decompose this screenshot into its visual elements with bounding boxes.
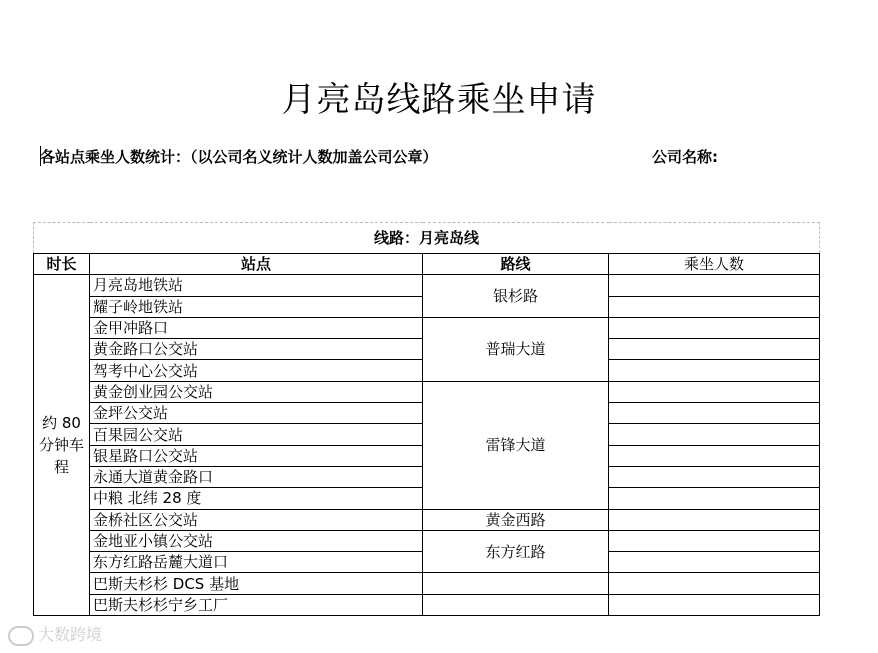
stop-cell: 驾考中心公交站 <box>90 360 423 381</box>
stop-cell: 中粮 北纬 28 度 <box>90 488 423 509</box>
riders-cell[interactable] <box>609 339 820 360</box>
table-row <box>34 573 820 594</box>
watermark-text: 大数跨境 <box>38 625 103 644</box>
table-row <box>34 317 820 338</box>
riders-cell[interactable] <box>609 530 820 551</box>
header-riders: 乘坐人数 <box>609 254 820 275</box>
stop-cell: 永通大道黄金路口 <box>90 466 423 487</box>
road-cell: 普瑞大道 <box>423 317 609 381</box>
stop-cell: 金甲冲路口 <box>90 317 423 338</box>
riders-cell[interactable] <box>609 488 820 509</box>
riders-cell[interactable] <box>609 424 820 445</box>
table-row <box>34 509 820 530</box>
stop-cell: 黄金路口公交站 <box>90 339 423 360</box>
route-title: 线路：月亮岛线 <box>34 223 820 254</box>
table-row <box>34 381 820 402</box>
stop-cell: 东方红路岳麓大道口 <box>90 552 423 573</box>
stop-cell: 耀子岭地铁站 <box>90 296 423 317</box>
watermark <box>8 622 102 646</box>
table-row <box>34 275 820 296</box>
riders-cell[interactable] <box>609 445 820 466</box>
riders-cell[interactable] <box>609 381 820 402</box>
stop-cell: 黄金创业园公交站 <box>90 381 423 402</box>
stop-cell: 金桥社区公交站 <box>90 509 423 530</box>
road-cell <box>423 594 609 615</box>
company-name-label: 公司名称: <box>652 148 718 166</box>
header-road: 路线 <box>423 254 609 275</box>
road-cell <box>423 573 609 594</box>
duration-cell: 约 80 分钟车程 <box>34 275 90 616</box>
header-stop: 站点 <box>90 254 423 275</box>
document-subtitle: 各站点乘坐人数统计：（以公司名义统计人数加盖公司公章） <box>40 148 438 166</box>
riders-cell[interactable] <box>609 466 820 487</box>
riders-cell[interactable] <box>609 296 820 317</box>
route-table <box>33 222 820 616</box>
watermark-logo-icon <box>8 626 34 646</box>
stop-cell: 金地亚小镇公交站 <box>90 530 423 551</box>
road-cell: 东方红路 <box>423 530 609 573</box>
riders-cell[interactable] <box>609 594 820 615</box>
road-cell: 银杉路 <box>423 275 609 318</box>
table-row <box>34 594 820 615</box>
riders-cell[interactable] <box>609 360 820 381</box>
road-cell: 黄金西路 <box>423 509 609 530</box>
header-duration: 时长 <box>34 254 90 275</box>
riders-cell[interactable] <box>609 573 820 594</box>
table-row <box>34 530 820 551</box>
riders-cell[interactable] <box>609 509 820 530</box>
stop-cell: 银星路口公交站 <box>90 445 423 466</box>
riders-cell[interactable] <box>609 275 820 296</box>
stop-cell: 月亮岛地铁站 <box>90 275 423 296</box>
riders-cell[interactable] <box>609 403 820 424</box>
stop-cell: 百果园公交站 <box>90 424 423 445</box>
stop-cell: 巴斯夫杉杉 DCS 基地 <box>90 573 423 594</box>
riders-cell[interactable] <box>609 317 820 338</box>
riders-cell[interactable] <box>609 552 820 573</box>
stop-cell: 巴斯夫杉杉宁乡工厂 <box>90 594 423 615</box>
road-cell: 雷锋大道 <box>423 381 609 509</box>
stop-cell: 金坪公交站 <box>90 403 423 424</box>
document-title: 月亮岛线路乘坐申请 <box>281 80 597 120</box>
